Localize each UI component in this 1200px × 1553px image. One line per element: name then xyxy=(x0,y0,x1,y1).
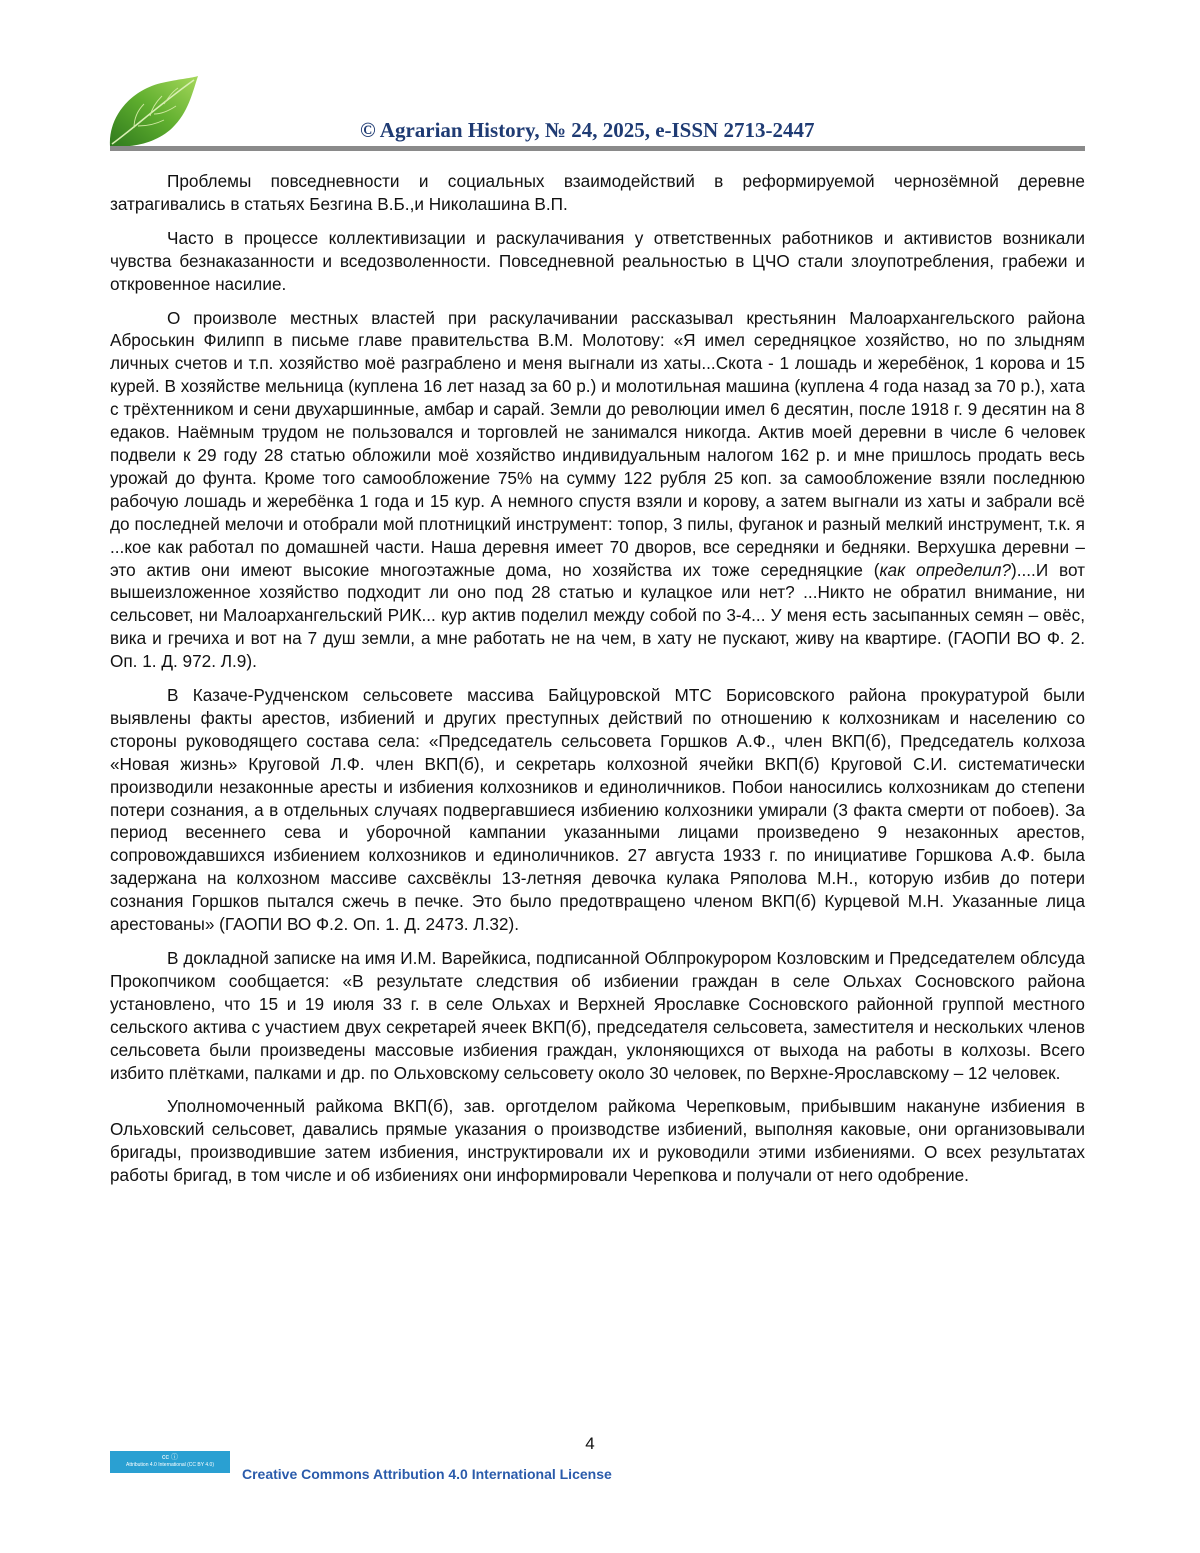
cc-by-icon: cc ⓘ xyxy=(162,1454,178,1461)
paragraph-3 xyxy=(110,307,1085,674)
license-link[interactable]: Creative Commons Attribution 4.0 International License xyxy=(242,1466,612,1482)
paragraph-6: Уполномоченный райкома ВКП(б), зав. орготделом райкома Черепковым, прибывшим накануне избиения в Ольховский сельсовет, давались прямые указания о производстве избиений, выполняя каковые, они организовывали бригады, производившие затем избиения, инструктировали их и руководили этими избиениями. О всех результатах работы бригад, в том числе и об избиениях они информировали Черепкова и получали от него одобрение. xyxy=(110,1096,1085,1186)
paragraph-2: Часто в процессе коллективизации и раскулачивания у ответственных работников и активистов возникали чувства безнаказанности и вседозволенности. Повседневной реальностью в ЦЧО стали злоупотребления, грабежи и откровенное насилие. xyxy=(110,227,1085,294)
journal-header-title: © Agrarian History, № 24, 2025, e-ISSN 2713-2447 xyxy=(360,118,815,142)
paragraph-3-text-b: )....И вот вышеизложенное хозяйство подходит ли оно под 28 статью и кулацкое или нет? ...Никто не обратил внимание, ни сельсовет, ни Малоархангельский РИК... кур актив поделил между собой по 3-4... У меня есть засыпанных семян – овёс, вика и гречиха и вот на 7 душ земли, а мне работать не на чем, в хату не пускают, живу на квартире. (ГАОПИ ВО Ф. 2. Оп. 1. Д. 972. Л.9). xyxy=(110,559,1086,672)
paragraph-3-text-a: О произволе местных властей при раскулачивании рассказывал крестьянин Малоархангельского района Аброськин Филипп в письме главе правительства В.М. Молотову: «Я имел середняцкое хозяйство, но по злыдням личных счетов и т.п. хозяйство моё разграблено и меня выгнали из хаты...Скота - 1 лошадь и жеребёнок, 1 корова и 15 курей. В хозяйстве мельница (куплена 16 лет назад за 60 р.) и молотильная машина (куплена 4 года назад за 70 р.), хата с трёхтенником и сени двухаршинные, амбар и сарай. Земли до революции имел 6 десятин, после 1918 г. 9 десятин на 8 едаков. Наёмным трудом не пользовался и торговлей не занимался никогда. Актив моей деревни в числе 6 человек подвели к 29 году 28 статью обложили моё хозяйство индивидуальным налогом 162 р. и мне пришлось продать весь урожай до фунта. Кроме того самообложение 75% на сумму 122 рубля 25 коп. за самообложение взяли последнюю рабочую лошадь и жеребёнка 1 года и 15 кур. А немного спустя взяли и корову, а затем выгнали из хаты и забрали всё до последней мелочи и отобрали мой плотницкий инструмент: топор, 3 пилы, фуганок и разный мелкий инструмент, т.к. я ...кое как работал по домашней части. Наша деревня имеет 70 дворов, все середняки и бедняки. Верхушка деревни – это актив они имеют высокие многоэтажные дома, но хозяйства их тоже середняцкие ( xyxy=(110,307,1085,580)
page-number: 4 xyxy=(585,1434,595,1453)
header-divider xyxy=(110,146,1085,151)
cc-badge-text: Attribution 4.0 International (CC BY 4.0) xyxy=(125,1462,214,1468)
cc-license-badge[interactable] xyxy=(110,1451,230,1473)
paragraph-3-italic-remark: как определил? xyxy=(879,559,1011,580)
article-body xyxy=(110,170,1085,1198)
paragraph-1: Проблемы повседневности и социальных взаимодействий в реформируемой чернозёмной деревне затрагивались в статьях Безгина В.Б.,и Николашина В.П. xyxy=(110,171,1085,214)
leaf-logo-icon xyxy=(104,72,200,152)
paragraph-4: В Казаче-Рудченском сельсовете массива Байцуровской МТС Борисовского района прокуратурой были выявлены факты арестов, избиений и других преступных действий по отношению к колхозникам и населению со стороны руководящего состава села: «Председатель сельсовета Горшков А.Ф., член ВКП(б), Председатель колхоза «Новая жизнь» Круговой Л.Ф. член ВКП(б), и секретарь колхозной ячейки ВКП(б) Круговой С.И. систематически производили незаконные аресты и избиения колхозников и единоличников. Побои наносились колхозникам до степени потери сознания, а в отдельных случаях подвергавшиеся избиению колхозники умирали (3 факта смерти от побоев). За период весеннего сева и уборочной кампании указанными лицами произведено 9 незаконных арестов, сопровождавшихся избиением колхозников и единоличников. 27 августа 1933 г. по инициативе Горшкова А.Ф. была задержана на колхозном массиве сахсвёклы 13-летняя девочка кулака Ряполова М.Н., которую избив до потери сознания Горшков пытался сжечь в печке. Это было предотвращено членом ВКП(б) Курцевой М.Н. Указанные лица арестованы» (ГАОПИ ВО Ф.2. Оп. 1. Д. 2473. Л.32). xyxy=(110,685,1085,935)
paragraph-5: В докладной записке на имя И.М. Варейкиса, подписанной Облпрокурором Козловским и Председателем облсуда Прокопчиком сообщается: «В результате следствия об избиении граждан в селе Ольхах Сосновского района установлено, что 15 и 19 июля 33 г. в селе Ольхах и Верхней Ярославке Сосновского районной группой местного сельского актива с участием двух секретарей ячеек ВКП(б), председателя сельсовета, заместителя и нескольких членов сельсовета были произведены массовые избиения граждан, уклоняющихся от выхода на работы в колхозы. Всего избито плётками, палками и др. по Ольховскому сельсовету около 30 человек, по Верхне-Ярославскому – 12 человек. xyxy=(110,948,1085,1083)
